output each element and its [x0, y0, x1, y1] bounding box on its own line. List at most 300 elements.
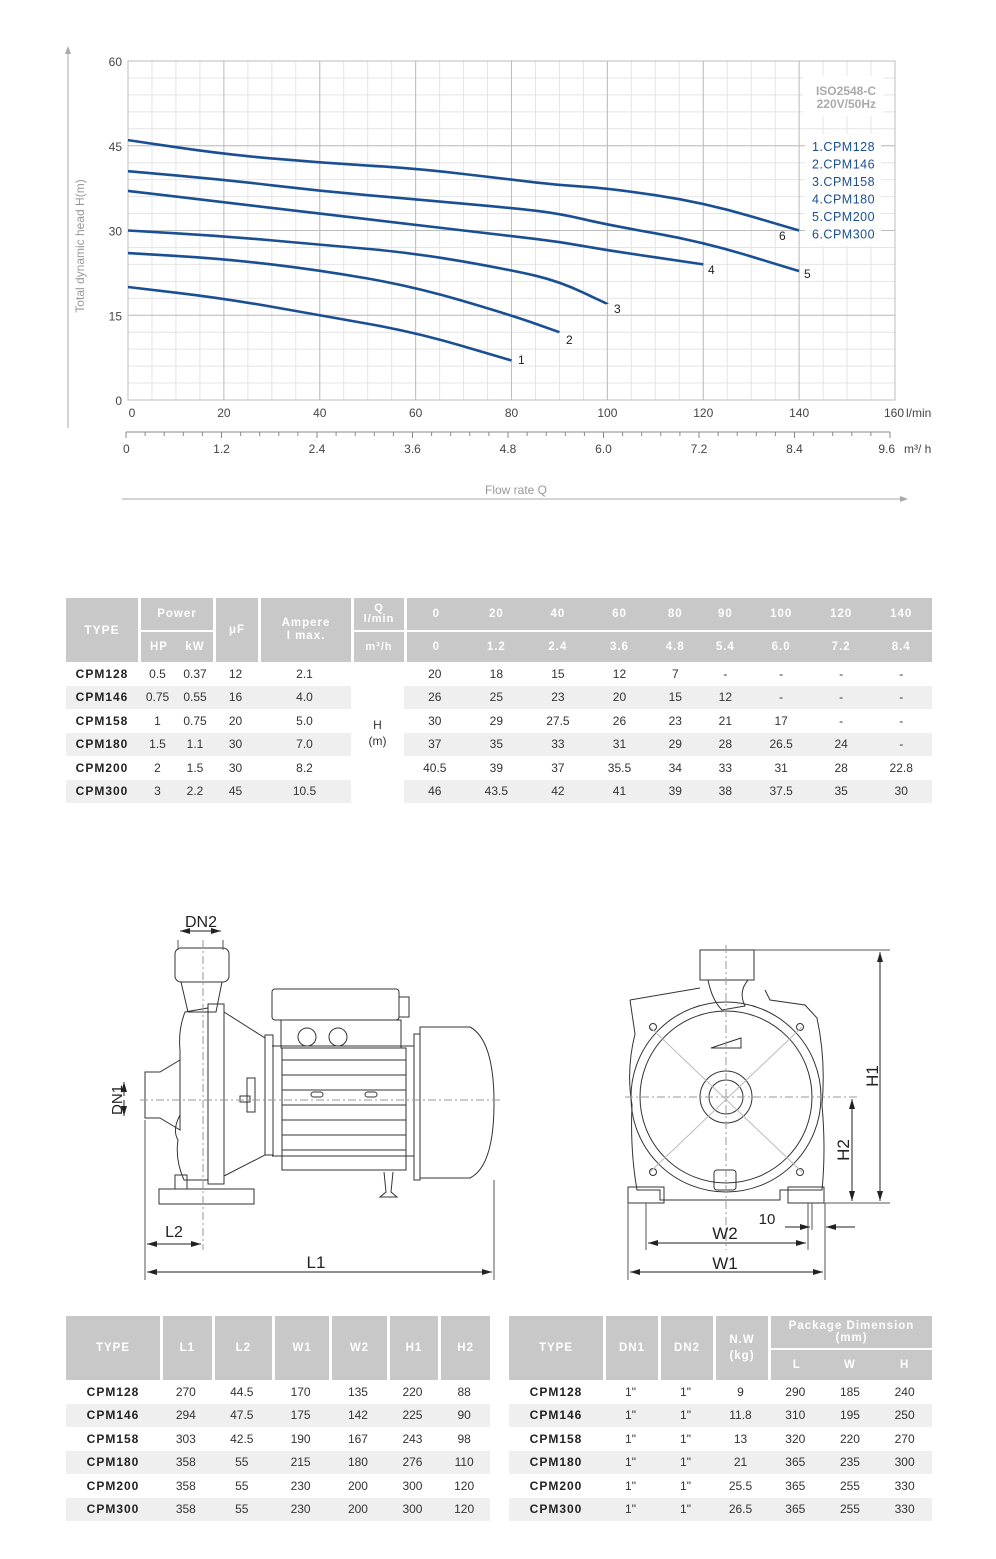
cell-6: 240 [894, 1384, 915, 1399]
cell-hp: 0.75 [138, 686, 177, 710]
cell-4: 200 [329, 1498, 386, 1522]
cell-ampere: 5.0 [296, 713, 313, 728]
cell-head-2: 15 [551, 666, 565, 681]
cell-1: 358 [160, 1451, 212, 1475]
cell-head-8: 30 [870, 780, 932, 804]
th-flow-m3h-0: 0 [404, 630, 466, 662]
cell-1: 1" [603, 1498, 658, 1522]
cell-6: 88 [457, 1384, 471, 1399]
x-axis-arrow-icon [900, 496, 908, 502]
cell-1: 358 [175, 1478, 196, 1493]
cell-type: CPM180 [66, 733, 138, 757]
cell-head-4: 29 [650, 733, 700, 757]
cell-5: 220 [402, 1384, 423, 1399]
cell-head-5: 21 [718, 713, 733, 728]
cell-5: 220 [839, 1431, 860, 1446]
th-flow-lmin-3: 60 [589, 598, 651, 630]
svg-text:20: 20 [217, 406, 231, 420]
th-dim-h2: H2 [438, 1316, 490, 1380]
cell-type: CPM128 [75, 666, 129, 681]
cell-head-7: - [812, 686, 870, 710]
dimension-table-body [66, 1380, 490, 1521]
legend-item-3: 3.CPM158 [812, 175, 876, 189]
cell-head-unit: H (m) [351, 662, 404, 803]
table-row [509, 1404, 932, 1428]
iso-standard-label: ISO2548-C [815, 84, 876, 98]
cell-1: 1" [625, 1384, 636, 1399]
th-dim-l1: L1 [160, 1316, 212, 1380]
table-row [66, 1451, 490, 1475]
th-ampere-line1: Ampere [281, 617, 331, 629]
cell-4: 310 [768, 1404, 823, 1428]
cell-1: 1" [625, 1431, 636, 1446]
outlet-port [175, 948, 229, 982]
svg-text:40: 40 [313, 406, 327, 420]
x-unit-lmin: l/min [906, 406, 932, 420]
cell-2: 55 [212, 1498, 272, 1522]
pump-foot [159, 1189, 254, 1204]
th-q-line2: l/min [363, 613, 395, 625]
cell-uf: 45 [213, 780, 258, 804]
dim-label-dn2: DN2 [184, 914, 218, 931]
cell-1: 303 [175, 1431, 196, 1446]
th-ampere [258, 598, 351, 662]
cell-5: 300 [402, 1478, 423, 1493]
cell-3: 25.5 [728, 1478, 753, 1493]
table-row [66, 1404, 490, 1428]
cell-head-3: 35.5 [607, 760, 632, 775]
th-flow-m3h-4: 4.8 [650, 630, 700, 662]
th-hp: HP [138, 630, 177, 662]
cell-head-7: 28 [834, 760, 848, 775]
dim-label-h2: H2 [834, 1139, 853, 1161]
th-flow-m3h-8: 8.4 [870, 630, 932, 662]
cell-5: 195 [823, 1404, 878, 1428]
cell-head-2: 42 [527, 780, 589, 804]
table-row [66, 1498, 490, 1522]
svg-text:80: 80 [504, 406, 519, 420]
cell-type: CPM200 [75, 760, 129, 775]
svg-text:7.2: 7.2 [690, 442, 708, 456]
th-flow-lmin-2: 40 [527, 598, 589, 630]
cell-head-0: 26 [404, 686, 466, 710]
svg-text:15: 15 [108, 309, 122, 324]
cell-head-3: 41 [589, 780, 651, 804]
svg-text:2.4: 2.4 [308, 442, 326, 456]
motor-body [282, 1048, 406, 1170]
th-flow-lmin-6: 100 [750, 598, 812, 630]
cell-type: CPM300 [66, 1498, 160, 1522]
cell-type: CPM200 [529, 1478, 583, 1493]
svg-text:4.8: 4.8 [499, 442, 517, 456]
th-flow-lmin-4: 80 [650, 598, 700, 630]
curve-label-4: 4 [708, 263, 715, 277]
cell-type: CPM300 [66, 780, 138, 804]
svg-text:45: 45 [108, 139, 122, 154]
package-table [509, 1316, 932, 1521]
cell-head-6: 37.5 [750, 780, 812, 804]
curve-label-2: 2 [566, 333, 573, 347]
cell-ampere: 8.2 [296, 760, 313, 775]
cell-head-5: 28 [700, 733, 750, 757]
th-pkg-type: TYPE [509, 1316, 603, 1380]
table-row [66, 756, 932, 780]
curve-label-1: 1 [518, 353, 525, 367]
cell-head-2: 27.5 [546, 713, 570, 728]
cell-head-6: - [779, 666, 784, 681]
cell-4: 142 [329, 1404, 386, 1428]
cell-head-7: 24 [812, 733, 870, 757]
package-table-body [509, 1380, 932, 1521]
cell-ampere: 10.5 [258, 780, 351, 804]
table-row [509, 1474, 932, 1498]
cell-head-1: 35 [466, 733, 528, 757]
cell-3: 11.8 [713, 1404, 768, 1428]
cell-uf: 16 [213, 686, 258, 710]
cell-1: 1" [603, 1451, 658, 1475]
cell-3: 190 [290, 1431, 311, 1446]
dimension-table [66, 1316, 490, 1521]
cell-4: 365 [768, 1451, 823, 1475]
cell-hp: 1.5 [138, 733, 177, 757]
th-m3h: m³/h [351, 630, 404, 662]
th-pkg-dimension-line2: (mm) [835, 1332, 868, 1344]
th-dim-h1: H1 [387, 1316, 439, 1380]
cell-2: 55 [235, 1478, 249, 1493]
cell-3: 9 [737, 1384, 744, 1399]
legend-item-6: 6.CPM300 [812, 227, 876, 242]
cell-uf: 20 [228, 713, 243, 728]
cell-1: 270 [175, 1384, 196, 1399]
table-row [66, 662, 932, 686]
x-tick-labels [129, 406, 905, 420]
dim-label-w2: W2 [712, 1224, 738, 1243]
table-row [509, 1380, 932, 1404]
cell-6: 250 [877, 1404, 932, 1428]
th-flow-lmin-1: 20 [466, 598, 528, 630]
cell-head-4: 7 [671, 666, 679, 681]
dim-label-dn1: DN1 [109, 1084, 126, 1116]
svg-text:3.6: 3.6 [404, 442, 421, 456]
th-kw: kW [177, 630, 213, 662]
cell-hp: 0.5 [149, 666, 166, 681]
x-unit-m3h: m³/ h [904, 442, 932, 456]
cell-type: CPM146 [66, 686, 138, 710]
cell-head-7: - [839, 713, 844, 728]
th-uf: μF [213, 598, 258, 662]
cell-6: 300 [877, 1451, 932, 1475]
th-pkg-l: L [768, 1348, 823, 1380]
cell-1: 1" [625, 1478, 636, 1493]
y-tick-labels [109, 55, 123, 408]
cell-uf: 30 [213, 733, 258, 757]
cell-type: CPM146 [509, 1404, 603, 1428]
cell-head-5: 12 [700, 686, 750, 710]
cell-2: 1" [680, 1478, 691, 1493]
cell-head-2: 33 [527, 733, 589, 757]
table-row [509, 1451, 932, 1475]
cell-head-7: - [839, 666, 844, 681]
cell-3: 26.5 [713, 1498, 768, 1522]
svg-text:0: 0 [123, 442, 130, 456]
svg-text:6.0: 6.0 [595, 442, 612, 456]
cell-6: 120 [438, 1498, 490, 1522]
cell-3: 13 [733, 1431, 748, 1446]
svg-text:9.6: 9.6 [878, 442, 895, 456]
th-flow-m3h-3: 3.6 [589, 630, 651, 662]
pump-dimension-drawings [0, 900, 996, 1290]
cell-type: CPM146 [66, 1404, 160, 1428]
cell-head-4: 23 [668, 713, 682, 728]
cell-1: 1" [603, 1404, 658, 1428]
svg-text:60: 60 [408, 406, 423, 420]
cell-6: 330 [894, 1478, 915, 1493]
th-pkg-h: H [877, 1348, 932, 1380]
dim-label-h1: H1 [863, 1065, 882, 1087]
svg-text:60: 60 [108, 55, 122, 69]
front-view-drawing [625, 945, 890, 1280]
table-row [509, 1498, 932, 1522]
table-row [66, 1380, 490, 1404]
th-flow-m3h-6: 6.0 [750, 630, 812, 662]
cell-5: 255 [839, 1478, 860, 1493]
cell-head-2: 37 [551, 760, 565, 775]
th-flow-lmin-5: 90 [700, 598, 750, 630]
th-pkg-dimension [768, 1316, 932, 1348]
th-ampere-line2: I max. [286, 630, 326, 642]
cell-ampere: 7.0 [258, 733, 351, 757]
cell-head-4: 15 [650, 686, 700, 710]
cell-5: 225 [387, 1404, 439, 1428]
cell-head-8: - [870, 686, 932, 710]
cell-3: 170 [290, 1384, 311, 1399]
inlet-port [145, 1060, 180, 1130]
svg-text:1.2: 1.2 [213, 442, 230, 456]
cell-4: 167 [347, 1431, 368, 1446]
th-flow-m3h-2: 2.4 [527, 630, 589, 662]
cell-uf: 12 [228, 666, 243, 681]
cell-type: CPM300 [509, 1498, 603, 1522]
th-dim-w1: W1 [272, 1316, 329, 1380]
cell-head-0: 46 [404, 780, 466, 804]
cell-3: 230 [272, 1498, 329, 1522]
cell-head-0: 30 [428, 713, 442, 728]
legend-item-4: 4.CPM180 [812, 192, 876, 207]
th-flow-m3h-7: 7.2 [812, 630, 870, 662]
cell-hp: 1 [154, 713, 161, 728]
cell-kw: 1.1 [177, 733, 213, 757]
cell-4: 320 [785, 1431, 806, 1446]
legend-item-5: 5.CPM200 [812, 210, 876, 224]
cell-head-0: 37 [404, 733, 466, 757]
cell-6: 90 [438, 1404, 490, 1428]
curve-label-3: 3 [614, 302, 621, 316]
th-dim-w2: W2 [329, 1316, 386, 1380]
cell-head-6: - [750, 686, 812, 710]
svg-text:120: 120 [693, 406, 714, 420]
cell-2: 1" [658, 1498, 713, 1522]
cell-2: 1" [680, 1431, 691, 1446]
cell-head-1: 29 [489, 713, 504, 728]
performance-table-body [66, 662, 932, 803]
cell-hp: 3 [138, 780, 177, 804]
cell-head-1: 43.5 [466, 780, 528, 804]
cell-head-1: 18 [489, 666, 504, 681]
cell-head-5: 38 [700, 780, 750, 804]
legend-item-1: 1.CPM128 [812, 140, 876, 154]
th-flow-lmin-7: 120 [812, 598, 870, 630]
cell-kw: 1.5 [186, 760, 204, 775]
cell-kw: 0.75 [183, 713, 207, 728]
cell-6: 120 [454, 1478, 475, 1493]
table-row [66, 709, 932, 733]
cell-ampere: 2.1 [296, 666, 313, 681]
cell-6: 270 [894, 1431, 915, 1446]
cell-2: 1" [658, 1404, 713, 1428]
svg-text:160: 160 [883, 406, 904, 420]
cell-2: 42.5 [230, 1431, 254, 1446]
th-power: Power [138, 598, 213, 630]
cell-type: CPM200 [86, 1478, 140, 1493]
th-dim-type: TYPE [66, 1316, 160, 1380]
cell-1: 358 [160, 1498, 212, 1522]
cell-type: CPM180 [66, 1451, 160, 1475]
svg-text:140: 140 [789, 406, 810, 420]
cell-head-3: 31 [589, 733, 651, 757]
th-flow-lmin-8: 140 [870, 598, 932, 630]
th-q-line1: Q [374, 602, 384, 614]
table-row [509, 1427, 932, 1451]
cell-4: 200 [347, 1478, 368, 1493]
legend-item-2: 2.CPM146 [812, 157, 876, 172]
cell-head-2: 23 [527, 686, 589, 710]
motor-end-cap [420, 1027, 494, 1178]
y-axis-arrow-icon [65, 46, 71, 54]
th-pkg-nw-line1: N.W [729, 1334, 755, 1346]
cell-head-3: 12 [612, 666, 627, 681]
cell-head-5: - [723, 666, 728, 681]
cell-head-8: 22.8 [889, 760, 913, 775]
cell-head-8: - [899, 713, 904, 728]
cell-kw: 0.37 [183, 666, 207, 681]
performance-table [66, 598, 932, 803]
cell-head-4: 39 [650, 780, 700, 804]
secondary-x-axis [123, 432, 895, 456]
cell-2: 1" [658, 1451, 713, 1475]
cell-head-5: 33 [718, 760, 733, 775]
cell-head-7: 35 [812, 780, 870, 804]
curve-label-6: 6 [779, 229, 786, 243]
cell-type: CPM128 [529, 1384, 583, 1399]
th-pkg-w: W [823, 1348, 878, 1380]
table-row [66, 686, 932, 710]
cell-6: 330 [877, 1498, 932, 1522]
cell-head-8: - [899, 666, 904, 681]
cell-3: 215 [272, 1451, 329, 1475]
performance-chart [0, 0, 996, 520]
cell-head-8: - [870, 733, 932, 757]
th-pkg-nw [713, 1316, 768, 1380]
cell-4: 290 [785, 1384, 806, 1399]
terminal-box [272, 989, 399, 1020]
cell-head-0: 20 [428, 666, 442, 681]
th-flow-lmin-0: 0 [404, 598, 466, 630]
dim-label-l2: L2 [165, 1224, 183, 1241]
dim-label-10: 10 [758, 1211, 776, 1228]
cell-head-1: 25 [466, 686, 528, 710]
table-row [66, 780, 932, 804]
dim-label-l1: L1 [306, 1253, 326, 1272]
cell-2: 55 [212, 1451, 272, 1475]
cell-type: CPM128 [86, 1384, 140, 1399]
svg-text:100: 100 [597, 406, 618, 420]
curve-label-5: 5 [804, 267, 811, 281]
cell-head-6: 26.5 [750, 733, 812, 757]
th-type: TYPE [66, 598, 138, 662]
cell-5: 255 [823, 1498, 878, 1522]
table-row [66, 1427, 490, 1451]
cell-kw: 2.2 [177, 780, 213, 804]
cell-head-0: 40.5 [423, 760, 447, 775]
dim-label-w1: W1 [712, 1254, 738, 1273]
cell-6: 110 [438, 1451, 490, 1475]
voltage-label: 220V/50Hz [816, 97, 876, 111]
cell-2: 1" [680, 1384, 691, 1399]
cell-3: 230 [290, 1478, 311, 1493]
cell-head-6: 31 [774, 760, 788, 775]
cell-type: CPM158 [86, 1431, 140, 1446]
svg-text:30: 30 [108, 224, 122, 239]
cell-kw: 0.55 [177, 686, 213, 710]
cell-4: 365 [768, 1498, 823, 1522]
th-q [351, 598, 404, 630]
y-axis-label: Total dynamic head H(m) [73, 179, 87, 313]
th-pkg-dn1: DN1 [603, 1316, 658, 1380]
cell-4: 365 [785, 1478, 806, 1493]
cell-head-1: 39 [489, 760, 504, 775]
cell-head-6: 17 [774, 713, 788, 728]
th-flow-m3h-1: 1.2 [466, 630, 528, 662]
cell-4: 180 [329, 1451, 386, 1475]
cell-ampere: 4.0 [258, 686, 351, 710]
th-flow-m3h-5: 5.4 [700, 630, 750, 662]
cell-5: 243 [402, 1431, 423, 1446]
th-dim-l2: L2 [212, 1316, 272, 1380]
cell-uf: 30 [228, 760, 243, 775]
cell-type: CPM180 [509, 1451, 603, 1475]
cell-5: 276 [387, 1451, 439, 1475]
table-row [66, 1474, 490, 1498]
cell-5: 235 [823, 1451, 878, 1475]
table-row [66, 733, 932, 757]
cell-head-3: 26 [612, 713, 627, 728]
cell-6: 98 [457, 1431, 471, 1446]
cell-head-4: 34 [668, 760, 682, 775]
cell-hp: 2 [154, 760, 161, 775]
cell-4: 135 [347, 1384, 368, 1399]
x-axis-label: Flow rate Q [484, 483, 548, 497]
th-pkg-nw-line2: (kg) [729, 1350, 755, 1362]
th-pkg-dn2: DN2 [658, 1316, 713, 1380]
svg-text:0: 0 [128, 406, 136, 420]
th-pkg-dimension-line1: Package Dimension [788, 1320, 915, 1332]
cell-1: 294 [160, 1404, 212, 1428]
cell-type: CPM158 [75, 713, 129, 728]
svg-text:8.4: 8.4 [786, 442, 803, 456]
cell-3: 175 [272, 1404, 329, 1428]
cell-2: 44.5 [230, 1384, 254, 1399]
cell-5: 185 [839, 1384, 860, 1399]
